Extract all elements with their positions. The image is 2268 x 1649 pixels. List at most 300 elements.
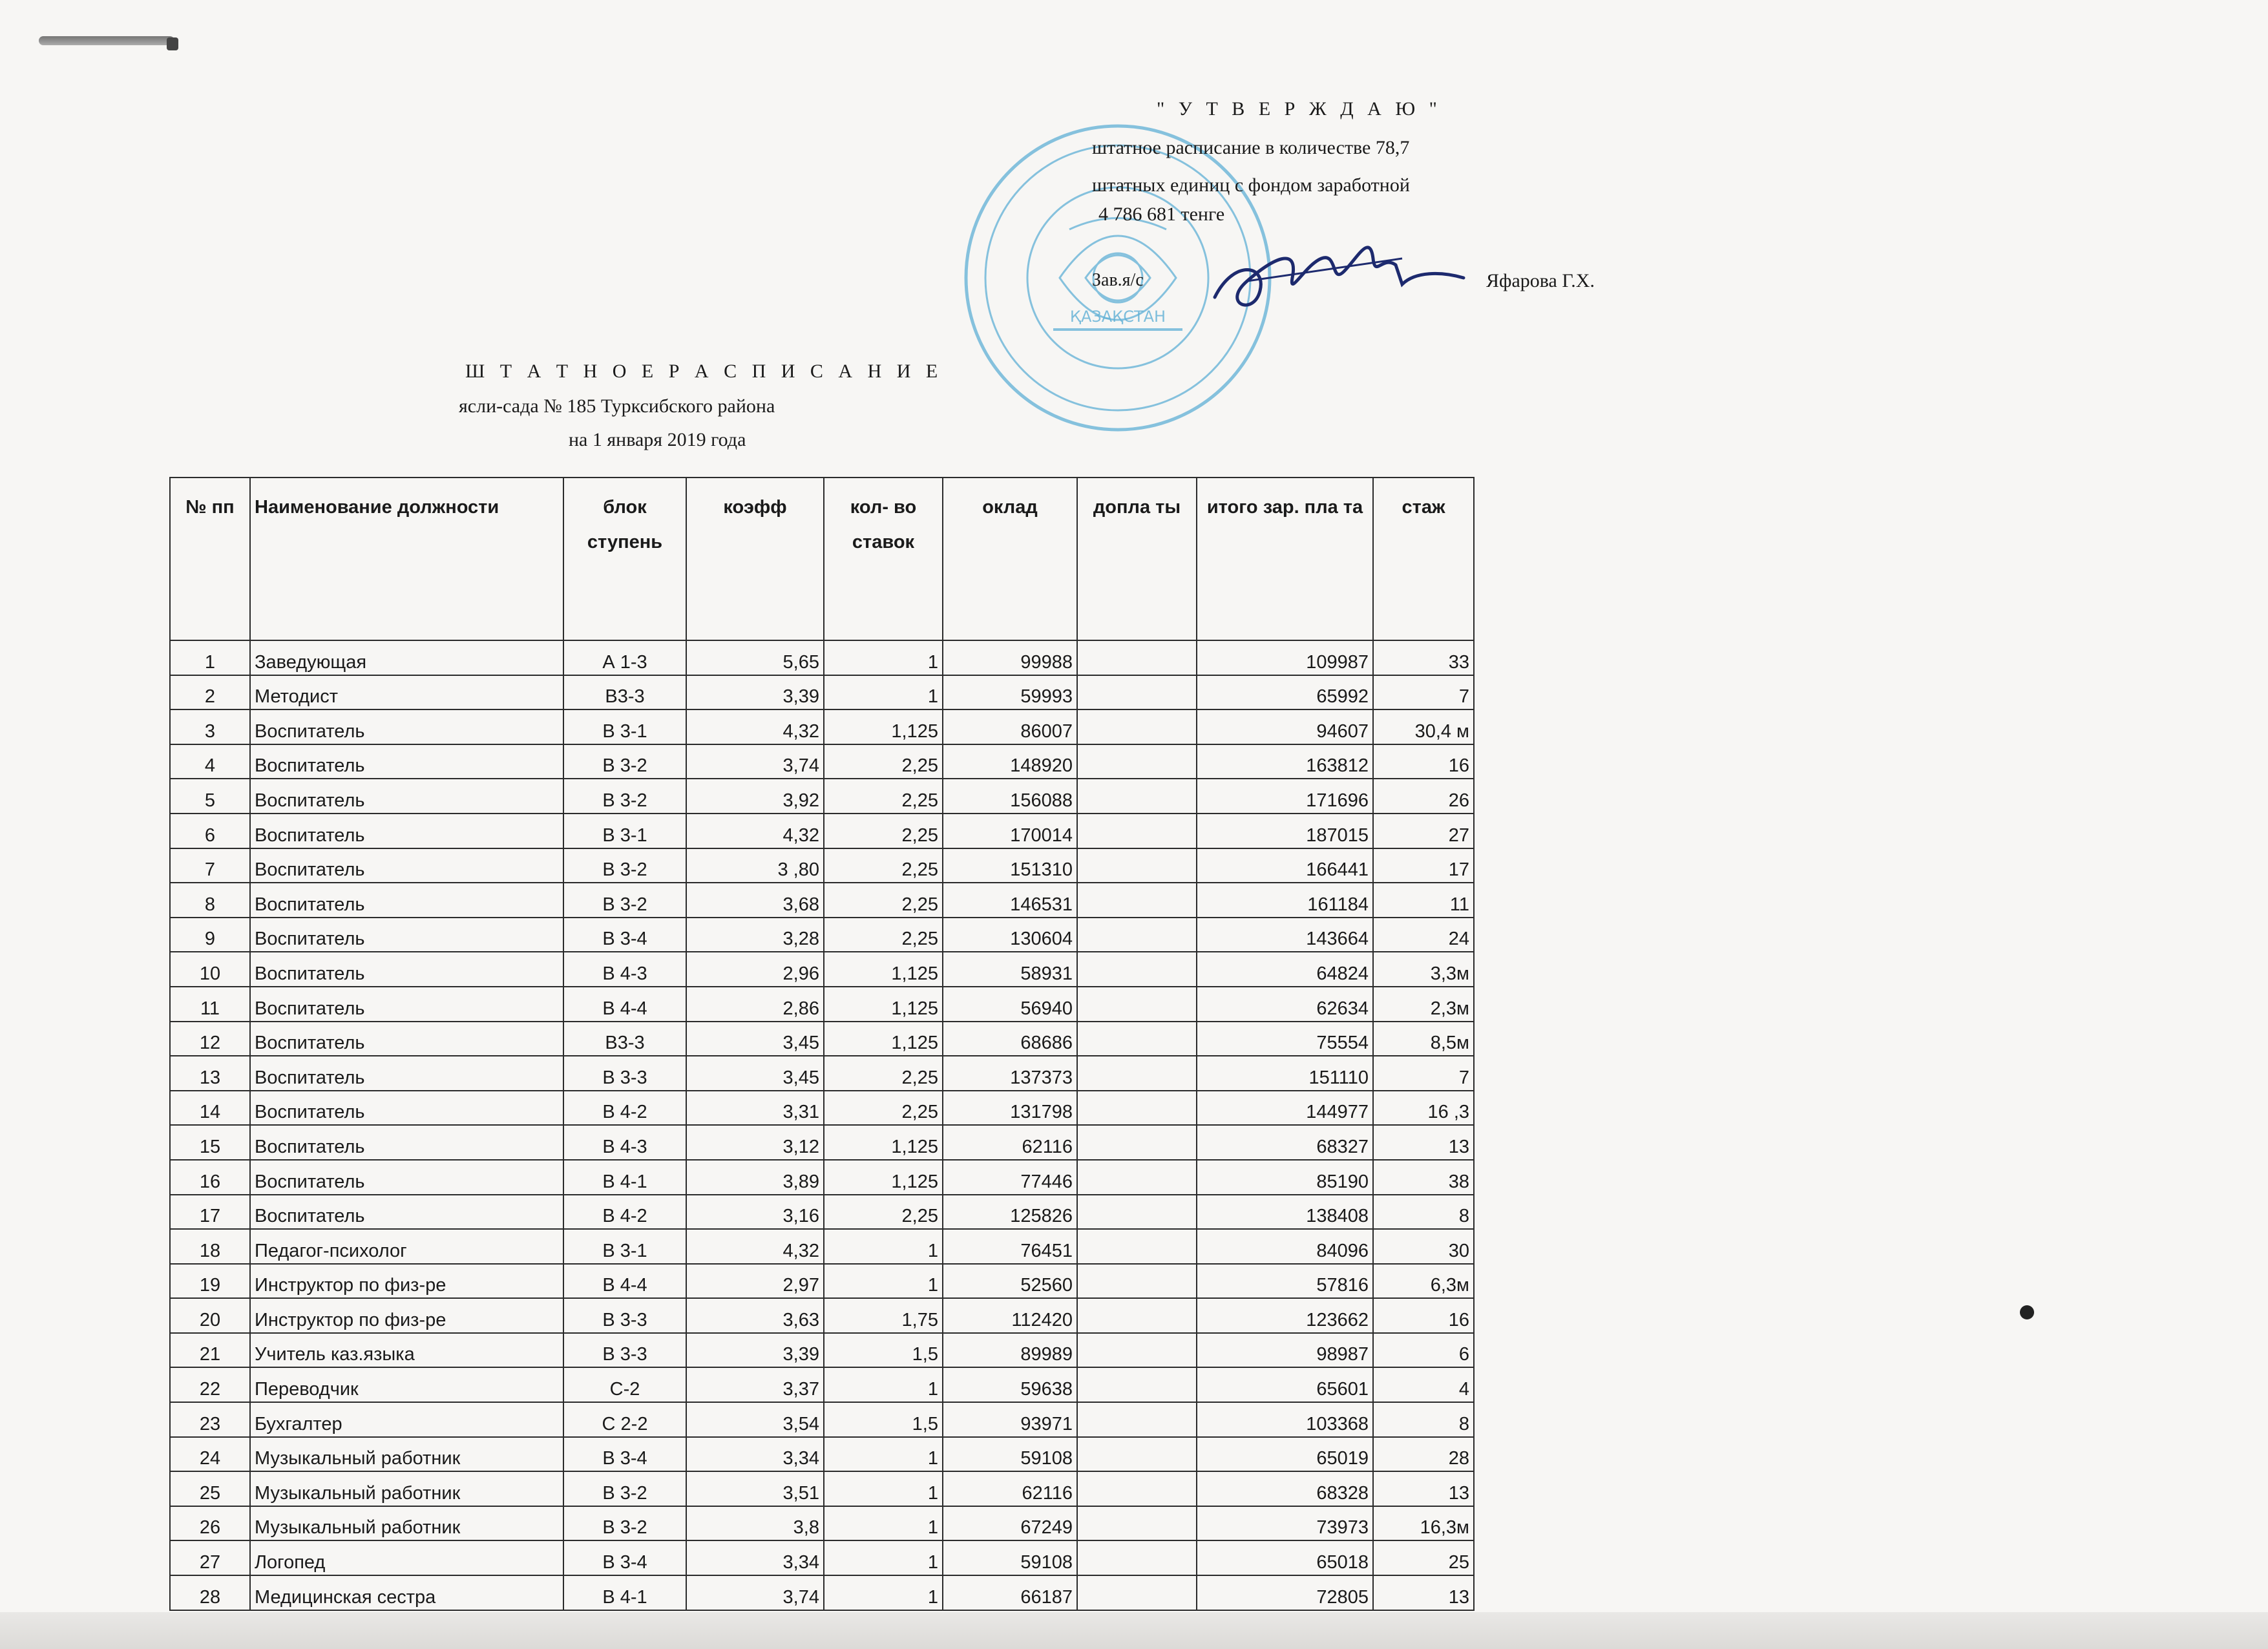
- table-row: [170, 1022, 1474, 1056]
- cell-name: Воспитатель: [250, 1056, 563, 1091]
- cell-coef: 4,32: [686, 814, 824, 848]
- cell-bonus: [1077, 1298, 1197, 1333]
- scan-bottom-edge: [0, 1612, 2268, 1649]
- cell-no: 11: [170, 987, 250, 1022]
- cell-no: 14: [170, 1091, 250, 1126]
- cell-name: Логопед: [250, 1540, 563, 1575]
- table-row: [170, 1160, 1474, 1195]
- cell-block: В3-3: [563, 1022, 686, 1056]
- cell-rates: 2,25: [824, 779, 943, 814]
- cell-total: 65018: [1197, 1540, 1373, 1575]
- cell-no: 2: [170, 675, 250, 710]
- cell-name: Заведующая: [250, 640, 563, 675]
- cell-coef: 3,68: [686, 883, 824, 918]
- cell-salary: 76451: [943, 1229, 1077, 1264]
- table-row: [170, 744, 1474, 779]
- cell-exp: 7: [1373, 675, 1474, 710]
- cell-no: 13: [170, 1056, 250, 1091]
- cell-total: 94607: [1197, 709, 1373, 744]
- cell-exp: 24: [1373, 918, 1474, 952]
- cell-no: 10: [170, 952, 250, 987]
- cell-exp: 33: [1373, 640, 1474, 675]
- table-row: [170, 1264, 1474, 1299]
- header-bonus: допла ты: [1077, 478, 1197, 640]
- table-row: [170, 1575, 1474, 1610]
- cell-rates: 2,25: [824, 744, 943, 779]
- cell-salary: 112420: [943, 1298, 1077, 1333]
- cell-name: Учитель каз.языка: [250, 1333, 563, 1368]
- document-subtitle: ясли-сада № 185 Турксибского района: [459, 395, 775, 417]
- scan-artifact: [167, 37, 178, 50]
- cell-total: 98987: [1197, 1333, 1373, 1368]
- cell-total: 57816: [1197, 1264, 1373, 1299]
- cell-coef: 3,74: [686, 1575, 824, 1610]
- cell-bonus: [1077, 640, 1197, 675]
- cell-salary: 62116: [943, 1471, 1077, 1506]
- cell-exp: 13: [1373, 1471, 1474, 1506]
- cell-exp: 16: [1373, 744, 1474, 779]
- document-date: на 1 января 2019 года: [569, 429, 746, 450]
- table-row: [170, 1402, 1474, 1437]
- cell-exp: 17: [1373, 848, 1474, 883]
- cell-bonus: [1077, 1160, 1197, 1195]
- cell-no: 19: [170, 1264, 250, 1299]
- cell-total: 143664: [1197, 918, 1373, 952]
- approval-line-1: штатное расписание в количестве 78,7: [1092, 137, 1410, 158]
- cell-exp: 11: [1373, 883, 1474, 918]
- cell-bonus: [1077, 1437, 1197, 1472]
- cell-name: Воспитатель: [250, 744, 563, 779]
- cell-name: Музыкальный работник: [250, 1506, 563, 1541]
- cell-exp: 30,4 м: [1373, 709, 1474, 744]
- table-row: [170, 709, 1474, 744]
- cell-rates: 1,125: [824, 1022, 943, 1056]
- cell-rates: 1,75: [824, 1298, 943, 1333]
- cell-no: 5: [170, 779, 250, 814]
- cell-coef: 3,45: [686, 1022, 824, 1056]
- cell-block: В 4-2: [563, 1091, 686, 1126]
- cell-bonus: [1077, 814, 1197, 848]
- cell-rates: 2,25: [824, 848, 943, 883]
- cell-coef: 3,31: [686, 1091, 824, 1126]
- table-row: [170, 1471, 1474, 1506]
- cell-block: В 3-2: [563, 848, 686, 883]
- cell-block: В 3-3: [563, 1298, 686, 1333]
- cell-rates: 1,125: [824, 952, 943, 987]
- cell-block: В 4-2: [563, 1195, 686, 1230]
- cell-no: 3: [170, 709, 250, 744]
- cell-coef: 3,74: [686, 744, 824, 779]
- cell-block: С-2: [563, 1367, 686, 1402]
- cell-total: 161184: [1197, 883, 1373, 918]
- cell-name: Медицинская сестра: [250, 1575, 563, 1610]
- cell-rates: 1: [824, 1437, 943, 1472]
- cell-no: 21: [170, 1333, 250, 1368]
- cell-total: 151110: [1197, 1056, 1373, 1091]
- cell-name: Воспитатель: [250, 1125, 563, 1160]
- cell-salary: 131798: [943, 1091, 1077, 1126]
- cell-exp: 4: [1373, 1367, 1474, 1402]
- cell-total: 65019: [1197, 1437, 1373, 1472]
- cell-no: 18: [170, 1229, 250, 1264]
- cell-block: В 3-1: [563, 1229, 686, 1264]
- cell-block: В 3-2: [563, 779, 686, 814]
- cell-rates: 1: [824, 1229, 943, 1264]
- cell-name: Педагог-психолог: [250, 1229, 563, 1264]
- cell-block: В 3-1: [563, 814, 686, 848]
- cell-no: 24: [170, 1437, 250, 1472]
- cell-exp: 28: [1373, 1437, 1474, 1472]
- cell-salary: 99988: [943, 640, 1077, 675]
- cell-bonus: [1077, 1540, 1197, 1575]
- cell-exp: 3,3м: [1373, 952, 1474, 987]
- header-exp: стаж: [1373, 478, 1474, 640]
- cell-coef: 3,28: [686, 918, 824, 952]
- cell-total: 163812: [1197, 744, 1373, 779]
- cell-block: В 3-2: [563, 744, 686, 779]
- cell-no: 17: [170, 1195, 250, 1230]
- cell-block: В 3-3: [563, 1056, 686, 1091]
- cell-name: Переводчик: [250, 1367, 563, 1402]
- cell-coef: 2,97: [686, 1264, 824, 1299]
- cell-coef: 3,34: [686, 1437, 824, 1472]
- cell-total: 85190: [1197, 1160, 1373, 1195]
- table-row: [170, 814, 1474, 848]
- cell-bonus: [1077, 779, 1197, 814]
- cell-rates: 1,5: [824, 1333, 943, 1368]
- cell-name: Воспитатель: [250, 779, 563, 814]
- cell-total: 68328: [1197, 1471, 1373, 1506]
- table-row: [170, 1229, 1474, 1264]
- cell-no: 8: [170, 883, 250, 918]
- cell-coef: 3,63: [686, 1298, 824, 1333]
- table-row: [170, 1437, 1474, 1472]
- table-row: [170, 640, 1474, 675]
- svg-text:ҚАЗАҚСТАН: ҚАЗАҚСТАН: [1069, 308, 1166, 326]
- cell-exp: 8: [1373, 1195, 1474, 1230]
- cell-name: Воспитатель: [250, 848, 563, 883]
- document-title: Ш Т А Т Н О Е Р А С П И С А Н И Е: [465, 361, 943, 382]
- cell-total: 166441: [1197, 848, 1373, 883]
- approval-position: Зав.я/с: [1092, 270, 1144, 290]
- cell-salary: 58931: [943, 952, 1077, 987]
- cell-coef: 2,86: [686, 987, 824, 1022]
- cell-salary: 93971: [943, 1402, 1077, 1437]
- cell-exp: 2,3м: [1373, 987, 1474, 1022]
- cell-bonus: [1077, 1402, 1197, 1437]
- cell-no: 22: [170, 1367, 250, 1402]
- header-no: № пп: [170, 478, 250, 640]
- cell-total: 65601: [1197, 1367, 1373, 1402]
- cell-bonus: [1077, 883, 1197, 918]
- cell-salary: 148920: [943, 744, 1077, 779]
- cell-block: В 3-4: [563, 1540, 686, 1575]
- table-row: [170, 1298, 1474, 1333]
- cell-block: В 3-1: [563, 709, 686, 744]
- scan-artifact: [39, 36, 174, 45]
- cell-exp: 7: [1373, 1056, 1474, 1091]
- cell-block: В3-3: [563, 675, 686, 710]
- cell-block: А 1-3: [563, 640, 686, 675]
- cell-no: 28: [170, 1575, 250, 1610]
- cell-total: 72805: [1197, 1575, 1373, 1610]
- cell-bonus: [1077, 744, 1197, 779]
- cell-bonus: [1077, 1367, 1197, 1402]
- cell-no: 27: [170, 1540, 250, 1575]
- cell-block: В 3-2: [563, 1471, 686, 1506]
- cell-rates: 2,25: [824, 918, 943, 952]
- cell-total: 123662: [1197, 1298, 1373, 1333]
- cell-salary: 137373: [943, 1056, 1077, 1091]
- cell-coef: 4,32: [686, 1229, 824, 1264]
- cell-no: 20: [170, 1298, 250, 1333]
- cell-bonus: [1077, 675, 1197, 710]
- cell-salary: 125826: [943, 1195, 1077, 1230]
- cell-name: Воспитатель: [250, 1022, 563, 1056]
- cell-rates: 1,5: [824, 1402, 943, 1437]
- cell-exp: 26: [1373, 779, 1474, 814]
- header-total: итого зар. пла та: [1197, 478, 1373, 640]
- cell-coef: 3,39: [686, 1333, 824, 1368]
- cell-bonus: [1077, 1229, 1197, 1264]
- cell-coef: 3,89: [686, 1160, 824, 1195]
- cell-name: Музыкальный работник: [250, 1437, 563, 1472]
- cell-block: В 4-4: [563, 1264, 686, 1299]
- cell-name: Методист: [250, 675, 563, 710]
- table-row: [170, 1540, 1474, 1575]
- approval-signer: Яфарова Г.Х.: [1486, 270, 1595, 291]
- approval-line-3: 4 786 681 тенге: [1098, 204, 1225, 225]
- cell-rates: 1,125: [824, 987, 943, 1022]
- cell-name: Инструктор по физ-ре: [250, 1264, 563, 1299]
- cell-name: Воспитатель: [250, 709, 563, 744]
- cell-bonus: [1077, 952, 1197, 987]
- cell-name: Воспитатель: [250, 814, 563, 848]
- cell-salary: 52560: [943, 1264, 1077, 1299]
- cell-salary: 59993: [943, 675, 1077, 710]
- table-row: [170, 1333, 1474, 1368]
- cell-exp: 13: [1373, 1575, 1474, 1610]
- cell-coef: 3 ,80: [686, 848, 824, 883]
- cell-salary: 151310: [943, 848, 1077, 883]
- cell-block: В 4-3: [563, 1125, 686, 1160]
- table-row: [170, 1195, 1474, 1230]
- cell-total: 68327: [1197, 1125, 1373, 1160]
- cell-no: 12: [170, 1022, 250, 1056]
- cell-rates: 2,25: [824, 814, 943, 848]
- cell-salary: 62116: [943, 1125, 1077, 1160]
- cell-salary: 59638: [943, 1367, 1077, 1402]
- cell-block: В 4-1: [563, 1575, 686, 1610]
- cell-rates: 1: [824, 640, 943, 675]
- cell-bonus: [1077, 1333, 1197, 1368]
- staff-table: [169, 477, 1475, 1611]
- header-block: блок ступень: [563, 478, 686, 640]
- cell-rates: 1,125: [824, 709, 943, 744]
- cell-block: С 2-2: [563, 1402, 686, 1437]
- cell-total: 65992: [1197, 675, 1373, 710]
- table-row: [170, 779, 1474, 814]
- header-salary: оклад: [943, 478, 1077, 640]
- cell-salary: 156088: [943, 779, 1077, 814]
- table-row: [170, 848, 1474, 883]
- cell-bonus: [1077, 1195, 1197, 1230]
- cell-bonus: [1077, 1056, 1197, 1091]
- cell-total: 171696: [1197, 779, 1373, 814]
- cell-coef: 3,37: [686, 1367, 824, 1402]
- signature-icon: [1208, 220, 1467, 342]
- cell-exp: 13: [1373, 1125, 1474, 1160]
- cell-coef: 3,51: [686, 1471, 824, 1506]
- cell-bonus: [1077, 1125, 1197, 1160]
- cell-salary: 68686: [943, 1022, 1077, 1056]
- cell-name: Воспитатель: [250, 1091, 563, 1126]
- cell-salary: 59108: [943, 1540, 1077, 1575]
- cell-exp: 6: [1373, 1333, 1474, 1368]
- approval-line-2: штатных единиц с фондом заработной: [1092, 174, 1410, 196]
- cell-name: Воспитатель: [250, 987, 563, 1022]
- cell-total: 187015: [1197, 814, 1373, 848]
- approval-title: " У Т В Е Р Ж Д А Ю ": [1157, 98, 1442, 120]
- cell-block: В 4-3: [563, 952, 686, 987]
- table-row: [170, 1506, 1474, 1541]
- cell-salary: 66187: [943, 1575, 1077, 1610]
- cell-salary: 59108: [943, 1437, 1077, 1472]
- cell-coef: 3,54: [686, 1402, 824, 1437]
- cell-salary: 146531: [943, 883, 1077, 918]
- cell-bonus: [1077, 709, 1197, 744]
- cell-total: 138408: [1197, 1195, 1373, 1230]
- cell-total: 144977: [1197, 1091, 1373, 1126]
- table-row: [170, 952, 1474, 987]
- table-row: [170, 918, 1474, 952]
- cell-exp: 30: [1373, 1229, 1474, 1264]
- cell-bonus: [1077, 987, 1197, 1022]
- cell-no: 4: [170, 744, 250, 779]
- table-row: [170, 1056, 1474, 1091]
- cell-exp: 38: [1373, 1160, 1474, 1195]
- cell-no: 1: [170, 640, 250, 675]
- cell-rates: 2,25: [824, 1091, 943, 1126]
- cell-coef: 4,32: [686, 709, 824, 744]
- cell-bonus: [1077, 1264, 1197, 1299]
- cell-salary: 170014: [943, 814, 1077, 848]
- cell-salary: 56940: [943, 987, 1077, 1022]
- header-name: Наименование должности: [250, 478, 563, 640]
- cell-name: Музыкальный работник: [250, 1471, 563, 1506]
- scan-speck: [2020, 1305, 2034, 1319]
- cell-block: В 3-4: [563, 918, 686, 952]
- cell-rates: 1,125: [824, 1160, 943, 1195]
- table-row: [170, 675, 1474, 710]
- cell-rates: 2,25: [824, 1056, 943, 1091]
- cell-name: Инструктор по физ-ре: [250, 1298, 563, 1333]
- cell-rates: 1: [824, 1575, 943, 1610]
- cell-rates: 2,25: [824, 1195, 943, 1230]
- cell-salary: 89989: [943, 1333, 1077, 1368]
- cell-name: Бухгалтер: [250, 1402, 563, 1437]
- cell-no: 25: [170, 1471, 250, 1506]
- cell-no: 6: [170, 814, 250, 848]
- cell-salary: 130604: [943, 918, 1077, 952]
- cell-rates: 1: [824, 1471, 943, 1506]
- table-row: [170, 883, 1474, 918]
- cell-coef: 3,8: [686, 1506, 824, 1541]
- cell-name: Воспитатель: [250, 1160, 563, 1195]
- cell-bonus: [1077, 1575, 1197, 1610]
- cell-coef: 3,92: [686, 779, 824, 814]
- cell-rates: 1: [824, 1367, 943, 1402]
- cell-exp: 16,3м: [1373, 1506, 1474, 1541]
- cell-block: В 3-2: [563, 1506, 686, 1541]
- cell-coef: 3,34: [686, 1540, 824, 1575]
- cell-total: 75554: [1197, 1022, 1373, 1056]
- cell-rates: 1: [824, 1540, 943, 1575]
- cell-block: В 4-4: [563, 987, 686, 1022]
- cell-no: 26: [170, 1506, 250, 1541]
- cell-bonus: [1077, 1091, 1197, 1126]
- cell-coef: 2,96: [686, 952, 824, 987]
- cell-block: В 3-4: [563, 1437, 686, 1472]
- cell-block: В 3-2: [563, 883, 686, 918]
- cell-coef: 3,45: [686, 1056, 824, 1091]
- cell-bonus: [1077, 848, 1197, 883]
- cell-salary: 67249: [943, 1506, 1077, 1541]
- cell-rates: 1: [824, 1264, 943, 1299]
- cell-coef: 3,16: [686, 1195, 824, 1230]
- cell-coef: 5,65: [686, 640, 824, 675]
- cell-total: 103368: [1197, 1402, 1373, 1437]
- cell-no: 23: [170, 1402, 250, 1437]
- cell-total: 73973: [1197, 1506, 1373, 1541]
- cell-coef: 3,12: [686, 1125, 824, 1160]
- table-row: [170, 1125, 1474, 1160]
- cell-bonus: [1077, 1022, 1197, 1056]
- cell-name: Воспитатель: [250, 918, 563, 952]
- cell-bonus: [1077, 1471, 1197, 1506]
- cell-name: Воспитатель: [250, 883, 563, 918]
- table-row: [170, 987, 1474, 1022]
- cell-total: 62634: [1197, 987, 1373, 1022]
- cell-exp: 25: [1373, 1540, 1474, 1575]
- cell-no: 15: [170, 1125, 250, 1160]
- cell-exp: 27: [1373, 814, 1474, 848]
- cell-rates: 2,25: [824, 883, 943, 918]
- cell-rates: 1,125: [824, 1125, 943, 1160]
- cell-exp: 8: [1373, 1402, 1474, 1437]
- cell-salary: 77446: [943, 1160, 1077, 1195]
- cell-total: 109987: [1197, 640, 1373, 675]
- cell-name: Воспитатель: [250, 952, 563, 987]
- cell-bonus: [1077, 1506, 1197, 1541]
- cell-total: 84096: [1197, 1229, 1373, 1264]
- cell-exp: 16: [1373, 1298, 1474, 1333]
- cell-no: 9: [170, 918, 250, 952]
- cell-salary: 86007: [943, 709, 1077, 744]
- cell-block: В 4-1: [563, 1160, 686, 1195]
- cell-block: В 3-3: [563, 1333, 686, 1368]
- cell-exp: 16 ,3: [1373, 1091, 1474, 1126]
- table-row: [170, 1091, 1474, 1126]
- cell-coef: 3,39: [686, 675, 824, 710]
- cell-no: 7: [170, 848, 250, 883]
- table-header-row: [170, 478, 1474, 640]
- cell-rates: 1: [824, 1506, 943, 1541]
- table-row: [170, 1367, 1474, 1402]
- cell-bonus: [1077, 918, 1197, 952]
- cell-name: Воспитатель: [250, 1195, 563, 1230]
- cell-rates: 1: [824, 675, 943, 710]
